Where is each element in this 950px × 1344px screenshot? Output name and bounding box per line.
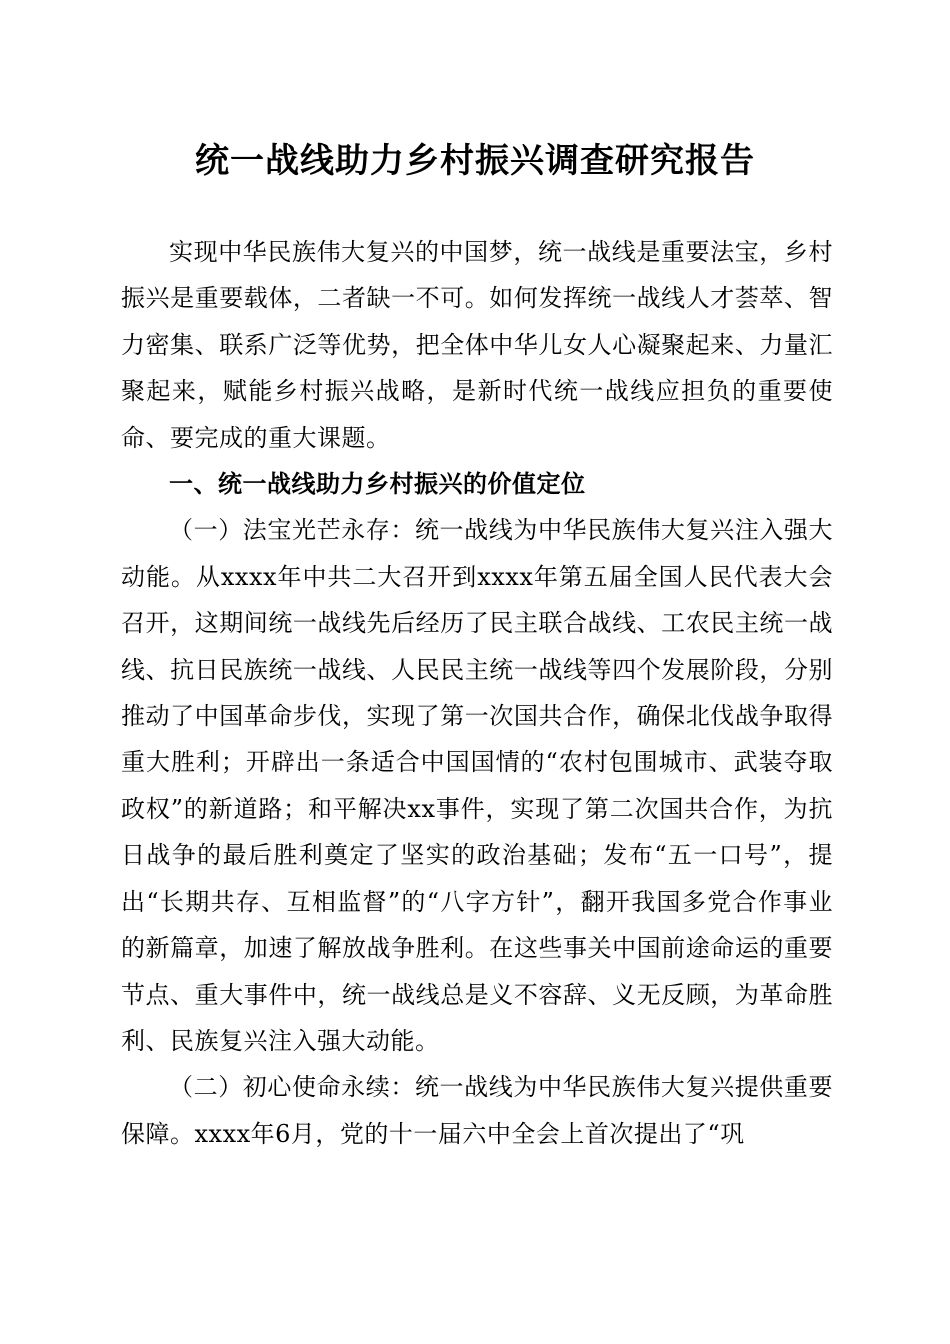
subsection-2-paragraph xyxy=(121,1064,833,1157)
subsection-1-lead: （一）法宝光芒永存：统一战线为中华民族伟大复兴注入强大动能。 xyxy=(121,516,833,591)
document-title: 统一战线助力乡村振兴调查研究报告 xyxy=(195,141,755,181)
subsection-1-paragraph xyxy=(121,507,833,1064)
document-body xyxy=(121,229,833,1157)
subsection-2-text: xxxx年6月，党的十一届六中全会上首次提出了“巩 xyxy=(194,1119,745,1148)
section-heading: 一、统一战线助力乡村振兴的价值定位 xyxy=(169,470,586,499)
subsection-2-lead: （二）初心使命永续：统一战线为中华民族伟大复兴提供重要保障。 xyxy=(121,1073,833,1148)
subsection-1-text: 从xxxx年中共二大召开到xxxx年第五届全国人民代表大会召开，这期间统一战线先后经历了民主联合战线、工农民主统一战线、抗日民族统一战线、人民民主统一战线等四个发展阶段，分别推动了中国革命步伐，实现了第一次国共合作，确保北伐战争取得重大胜利；开辟出一条适合中国国情的“农村包围城市、武装夺取政权”的新道路；和平解决xx事件，实现了第二次国共合作，为抗日战争的最后胜利奠定了坚实的政治基础；发布“五一口号”，提出“长期共存、互相监督”的“八字方针”，翻开我国多党合作事业的新篇章，加速了解放战争胜利。在这些事关中国前途命运的重要节点、重大事件中，统一战线总是义不容辞、义无反顾，为革命胜利、民族复兴注入强大动能。 xyxy=(121,562,833,1055)
intro-paragraph: 实现中华民族伟大复兴的中国梦，统一战线是重要法宝，乡村振兴是重要载体，二者缺一不可。如何发挥统一战线人才荟萃、智力密集、联系广泛等优势，把全体中华儿女人心凝聚起来、力量汇聚起来，赋能乡村振兴战略，是新时代统一战线应担负的重要使命、要完成的重大课题。 xyxy=(121,238,833,452)
